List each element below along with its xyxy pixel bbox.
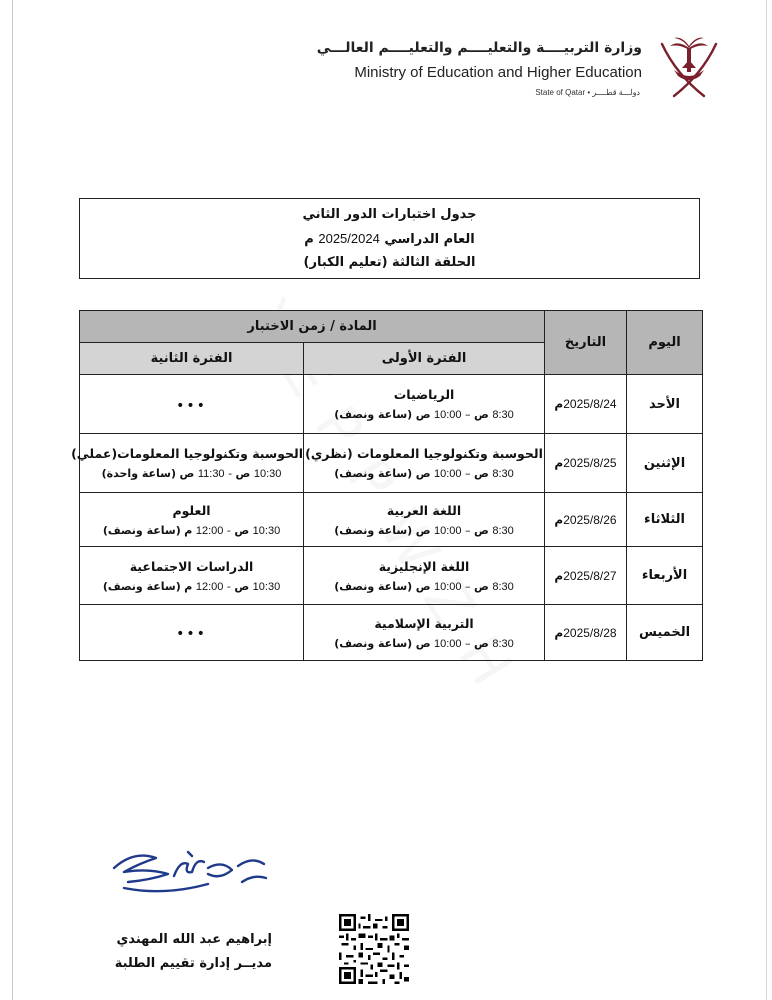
date-value: 2025/8/27 <box>563 568 617 583</box>
day-cell: الخميس <box>627 605 703 661</box>
academic-year-value: 2025/2024 <box>318 231 380 246</box>
date-suffix: م <box>554 512 564 527</box>
table-row <box>80 547 703 605</box>
cycle-line: الحلقة الثالثة (تعليم الكبار) <box>303 255 476 270</box>
time-from: 10:30 <box>252 524 281 537</box>
time-from-unit: ص <box>474 408 489 421</box>
table-row <box>80 434 703 493</box>
date-cell <box>545 547 627 605</box>
period-1-cell <box>304 493 545 547</box>
time-from: 8:30 <box>492 468 514 480</box>
time-to-unit: ص <box>415 408 431 421</box>
time-to: 10:00 <box>434 468 462 480</box>
subject-name: الحوسبة وتكنولوجيا المعلومات(عملي) <box>71 446 304 461</box>
date-value: 2025/8/28 <box>563 625 617 640</box>
time-separator: - <box>228 467 233 480</box>
date-cell <box>545 605 627 661</box>
day-cell: الأربعاء <box>627 547 703 605</box>
state-english: State of Qatar <box>535 88 586 97</box>
time-from: 8:30 <box>492 580 514 593</box>
exam-time <box>304 408 544 421</box>
time-from-unit: ص <box>234 579 250 593</box>
time-separator: – <box>465 408 471 421</box>
time-to: 10:00 <box>434 409 462 421</box>
time-to: 10:00 <box>434 524 462 537</box>
header-day: اليوم <box>627 311 703 375</box>
academic-year-label: العام الدراسي <box>384 232 475 247</box>
time-separator: - <box>226 523 231 537</box>
exam-time <box>80 580 303 593</box>
exam-title: جدول اختبارات الدور الثاني <box>302 207 477 222</box>
table-row <box>80 375 703 434</box>
header-subject-time: المادة / زمن الاختبار <box>80 311 545 343</box>
period-2-cell <box>80 375 304 434</box>
header-period-1: الفترة الأولى <box>304 343 545 375</box>
time-separator: – <box>465 467 471 480</box>
date-cell <box>545 493 627 547</box>
day-cell: الثلاثاء <box>627 493 703 547</box>
period-1-cell <box>304 434 545 493</box>
time-separator: – <box>465 579 471 593</box>
qatar-emblem-icon <box>656 34 722 100</box>
date-value: 2025/8/26 <box>563 512 617 527</box>
state-arabic: دولـــة قطــــر <box>592 88 640 97</box>
exam-duration: (ساعة ونصف) <box>334 636 413 650</box>
header-date: التاريخ <box>545 311 627 375</box>
subject-name: العلوم <box>172 502 211 518</box>
subject-name: الحوسبة وتكنولوجيا المعلومات (نظري) <box>305 446 543 461</box>
exam-title-box <box>79 198 700 279</box>
time-from-unit: ص <box>234 523 250 537</box>
date-cell <box>545 434 627 493</box>
date-suffix: م <box>554 397 564 411</box>
academic-year-suffix: م <box>304 232 314 247</box>
table-row <box>80 493 703 547</box>
subject-name: اللغة الإنجليزية <box>378 558 470 574</box>
ministry-name-english: Ministry of Education and Higher Education <box>354 64 642 81</box>
empty-slot-marker: ••• <box>176 626 207 642</box>
time-to: 12:00 <box>195 580 224 593</box>
time-to-unit: ص <box>415 467 431 480</box>
date-suffix: م <box>554 456 564 470</box>
subject-name: الدراسات الاجتماعية <box>129 558 254 574</box>
exam-duration: (ساعة ونصف) <box>334 467 413 480</box>
time-from: 10:30 <box>253 468 282 480</box>
date-cell <box>545 375 627 434</box>
exam-time <box>80 524 303 537</box>
period-1-cell <box>304 375 545 434</box>
exam-duration: (ساعة ونصف) <box>334 408 413 421</box>
bullet-separator: • <box>587 88 591 97</box>
date-value: 2025/8/25 <box>563 456 617 470</box>
day-cell: الإثنين <box>627 434 703 493</box>
time-separator: – <box>465 636 471 650</box>
time-to-unit: ص <box>415 636 431 650</box>
exam-duration: (ساعة ونصف) <box>334 579 413 593</box>
period-2-cell <box>80 547 304 605</box>
exam-duration: (ساعة ونصف) <box>102 523 181 537</box>
time-to-unit: ص <box>415 579 431 593</box>
time-from: 8:30 <box>492 637 514 650</box>
exam-duration: (ساعة ونصف) <box>102 579 181 593</box>
exam-duration: (ساعة واحدة) <box>101 467 177 480</box>
state-of-qatar-line <box>535 88 640 97</box>
subject-name: اللغة العربية <box>386 502 462 518</box>
time-to-unit: ص <box>179 467 195 480</box>
time-from-unit: ص <box>474 636 489 650</box>
period-2-cell <box>80 493 304 547</box>
time-separator: – <box>465 523 471 537</box>
time-separator: - <box>226 579 231 593</box>
date-value: 2025/8/24 <box>563 397 617 411</box>
day-cell: الأحد <box>627 375 703 434</box>
period-1-cell <box>304 605 545 661</box>
ministry-header <box>316 30 722 105</box>
time-from-unit: ص <box>474 579 489 593</box>
time-to: 10:00 <box>434 580 462 593</box>
subject-name: الرياضيات <box>393 387 455 402</box>
exam-time <box>304 524 544 537</box>
time-from-unit: ص <box>474 467 489 480</box>
exam-schedule-table <box>71 310 703 661</box>
time-from: 8:30 <box>492 409 514 421</box>
signer-title: مديــر إدارة تقييم الطلبة <box>114 956 272 971</box>
time-from-unit: ص <box>235 467 251 480</box>
time-to-unit: م <box>184 523 193 537</box>
exam-time <box>304 580 544 593</box>
exam-time <box>304 467 544 480</box>
qr-code-icon <box>339 914 409 984</box>
handwritten-signature <box>104 838 272 910</box>
exam-duration: (ساعة ونصف) <box>334 523 413 537</box>
exam-time <box>304 637 544 650</box>
ministry-name-arabic: وزارة التربيــــة والتعليــــم والتعليــــم العالـــي <box>316 40 642 56</box>
date-suffix: م <box>554 568 564 583</box>
period-1-cell <box>304 547 545 605</box>
period-2-cell <box>80 605 304 661</box>
subject-name: التربية الإسلامية <box>374 615 474 631</box>
header-period-2: الفترة الثانية <box>80 343 304 375</box>
empty-slot-marker: ••• <box>176 397 207 414</box>
signer-name: إبراهيم عبد الله المهندي <box>116 932 272 947</box>
time-from: 10:30 <box>252 580 281 593</box>
time-from-unit: ص <box>474 523 489 537</box>
time-from: 8:30 <box>492 524 514 537</box>
time-to: 10:00 <box>434 637 462 650</box>
time-to-unit: م <box>184 579 193 593</box>
date-suffix: م <box>554 625 564 640</box>
exam-time <box>80 467 303 480</box>
period-2-cell <box>71 434 304 493</box>
time-to: 12:00 <box>195 524 224 537</box>
academic-year-line <box>80 231 699 247</box>
time-to-unit: ص <box>415 523 431 537</box>
table-row <box>80 605 703 661</box>
time-to: 11:30 <box>197 468 225 480</box>
